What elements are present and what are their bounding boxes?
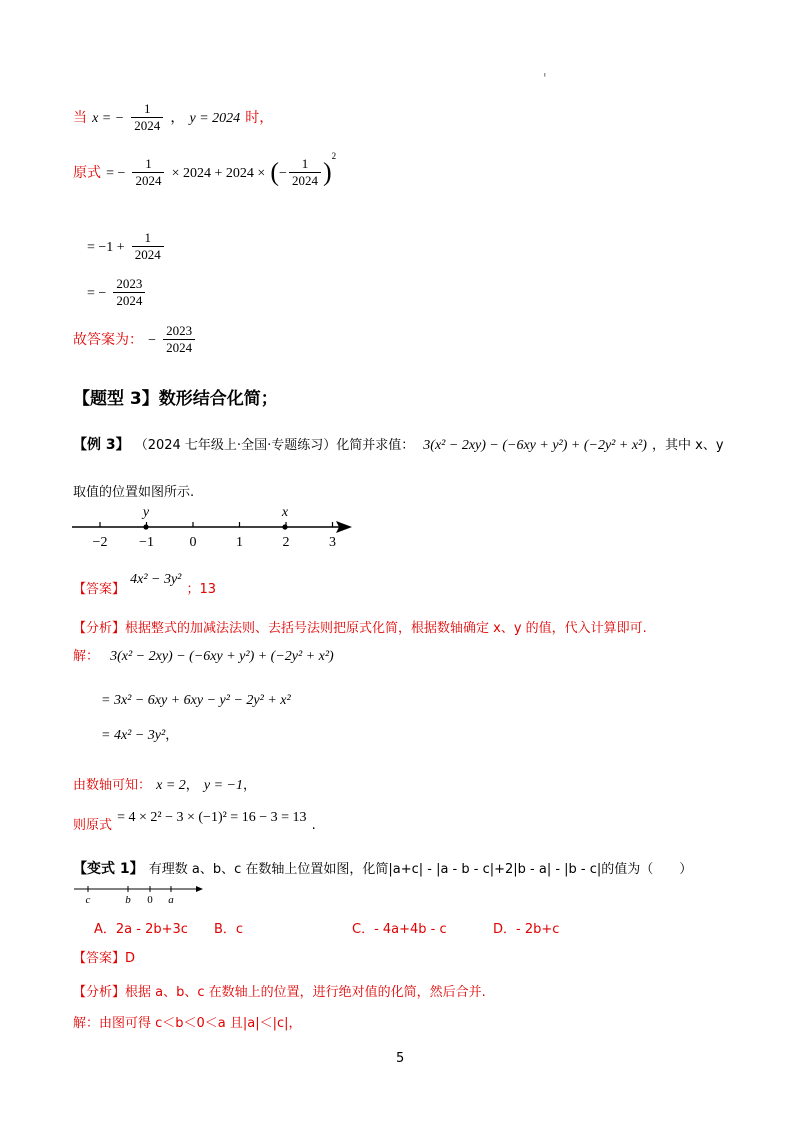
number-line-tick-label: 1 — [236, 535, 243, 550]
frac-den: 2024 — [132, 246, 164, 263]
solution3-line1 — [73, 645, 334, 665]
right-paren: ) — [322, 157, 332, 187]
result-tail: . — [311, 818, 316, 833]
variant1-line — [73, 858, 692, 878]
known-x: x = 2 — [156, 778, 186, 793]
option-d: D．- 2b+c — [493, 922, 560, 937]
point-label-y: y — [142, 505, 150, 520]
when-y-eq: y = 2024 — [189, 111, 241, 126]
orig-frac-1 — [132, 156, 164, 189]
option-a: A．2a - 2b+3c — [94, 922, 188, 937]
frac-den: 2024 — [131, 117, 163, 134]
section-heading: 【题型 3】数形结合化简； — [73, 389, 278, 409]
number-line-figure — [66, 503, 356, 551]
solution3-comma: ， — [165, 728, 179, 743]
orig-line — [73, 151, 336, 189]
known-label: 由数轴可知： — [73, 778, 152, 793]
result-expr: = 4 × 2² − 3 × (−1)² = 16 − 3 = 13 — [117, 810, 307, 825]
left-paren: ( — [270, 157, 280, 187]
frac-num: 1 — [144, 230, 152, 245]
answer3-expr: 4x² − 3y² — [130, 572, 182, 587]
variant1-question: 有理数 a、b、c 在数轴上位置如图，化简|a+c| - |a - b - c|+2|b - a| - |b - c|的值为（ ） — [148, 862, 693, 877]
orig-frac-2 — [289, 156, 321, 189]
frac-den: 2024 — [113, 292, 145, 309]
answer-label: 故答案为： — [73, 332, 143, 348]
result-label: 则原式 — [73, 818, 113, 833]
page-number: 5 — [396, 1051, 405, 1066]
page-speck: ' — [543, 72, 547, 87]
step2-lead: = − — [87, 286, 107, 301]
step1-lead: = −1 + — [87, 240, 125, 255]
when-lead: 当 — [73, 110, 87, 126]
answer-sign: − — [148, 333, 156, 348]
number-line-ticks — [93, 522, 336, 550]
analysis3: 【分析】根据整式的加减法法则、去括号法则把原式化简，根据数轴确定 x、y 的值，代入计算即可. — [73, 621, 647, 636]
step2-frac — [113, 276, 145, 309]
frac-den: 2024 — [163, 339, 195, 356]
when-sep: ， — [170, 110, 185, 126]
analysis-v1: 【分析】根据 a、b、c 在数轴上的位置，进行绝对值的化简，然后合并. — [73, 985, 486, 1000]
orig-mid: × 2024 + 2024 × — [171, 166, 266, 181]
when-line — [73, 101, 273, 134]
answer3-label: 【答案】 — [73, 582, 126, 597]
example3-expr: 3(x² − 2xy) − (−6xy + y²) + (−2y² + x²) — [423, 438, 647, 453]
frac-den: 2024 — [132, 172, 164, 189]
known-tail: ， — [243, 778, 257, 793]
solution3-step2: = 4x² − 3y² — [101, 728, 166, 743]
number-line-tick-label: 0 — [189, 535, 197, 550]
frac-num: 2023 — [116, 276, 143, 291]
small-label-a: a — [168, 894, 174, 906]
solution3-result-line — [73, 806, 316, 833]
known-sep: ， — [185, 778, 199, 793]
number-line-tick-label: −1 — [139, 535, 154, 550]
step1-line — [87, 230, 166, 263]
frac-num: 2023 — [166, 323, 193, 338]
orig-label: 原式 — [73, 165, 101, 181]
arrow-right-icon — [196, 886, 203, 892]
answer-v1: 【答案】D — [73, 951, 136, 966]
frac-num: 1 — [145, 156, 152, 171]
step2-line — [87, 276, 147, 309]
variant1-tag: 【变式 1】 — [73, 861, 144, 877]
frac-num: 1 — [301, 156, 309, 171]
orig-power: 2 — [331, 151, 337, 161]
solution3-label: 解： — [73, 649, 100, 664]
point-y — [143, 524, 148, 529]
option-b: B．c — [214, 922, 244, 937]
example3-tag: 【例 3】 — [73, 437, 130, 453]
orig-eq: = − — [106, 166, 126, 181]
solution-v1: 解：由图可得 c＜b＜0＜a 且|a|＜|c|， — [73, 1016, 302, 1031]
point-x — [282, 524, 287, 529]
step1-frac — [132, 230, 164, 263]
solution3-step2-line — [101, 724, 178, 744]
small-label-c: c — [85, 894, 91, 906]
example3-line2: 取值的位置如图所示. — [73, 485, 195, 500]
solution3-known-line — [73, 774, 256, 794]
example3-line1 — [73, 434, 724, 454]
when-x-frac — [131, 101, 163, 134]
number-line-tick-label: 3 — [329, 535, 336, 550]
point-label-x: x — [281, 505, 289, 520]
example3-tail: ，其中 x、y — [652, 438, 724, 453]
when-x-eq: x = − — [92, 111, 125, 126]
answer3-value: ；13 — [186, 582, 217, 597]
solution3-expr: 3(x² − 2xy) − (−6xy + y²) + (−2y² + x²) — [110, 649, 334, 664]
answer-line — [73, 323, 197, 356]
when-tail: 时， — [245, 110, 274, 126]
small-number-line — [72, 884, 204, 906]
known-y: y = −1 — [203, 778, 243, 793]
number-line-tick-label: 2 — [282, 535, 290, 550]
number-line-tick-label: −2 — [92, 535, 108, 550]
frac-num: 1 — [144, 101, 151, 116]
small-label-b: b — [125, 894, 131, 906]
solution3-step1: = 3x² − 6xy + 6xy − y² − 2y² + x² — [101, 693, 291, 708]
option-c: C．- 4a+4b - c — [352, 922, 447, 937]
orig-inner-minus: − — [279, 166, 287, 181]
small-label-0: 0 — [147, 894, 153, 906]
example3-source: （2024 七年级上·全国·专题练习）化简并求值： — [134, 438, 415, 453]
answer3-line — [73, 572, 216, 597]
frac-den: 2024 — [289, 172, 321, 189]
answer-frac — [163, 323, 195, 356]
